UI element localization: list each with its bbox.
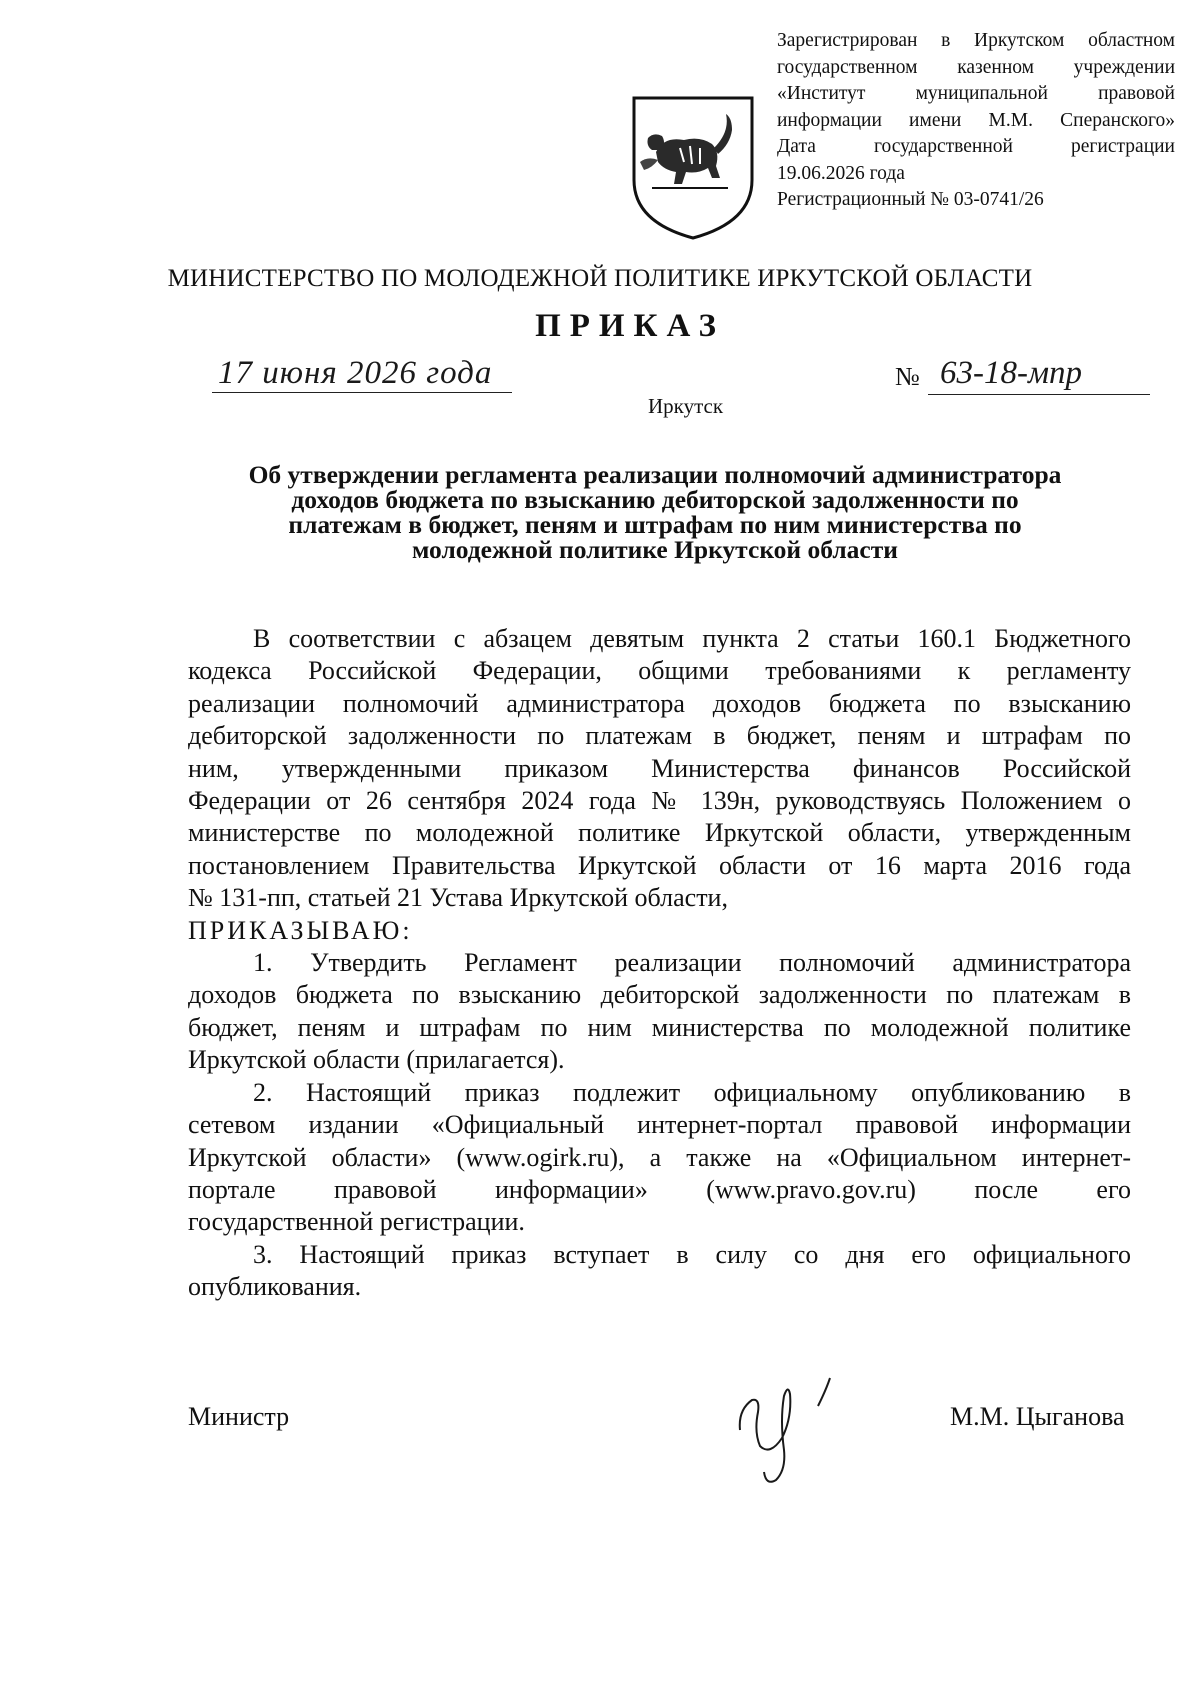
ministry-name: МИНИСТЕРСТВО ПО МОЛОДЕЖНОЙ ПОЛИТИКЕ ИРКУТСКОЙ ОБЛАСТИ bbox=[167, 265, 1033, 292]
item-2-line: 2. Настоящий приказ подлежит официальному опубликованию в bbox=[253, 1077, 1131, 1107]
item-1-line: доходов бюджета по взысканию дебиторской задолженности по платежам в bbox=[188, 980, 1131, 1010]
item-1-line: Иркутской области (прилагается). bbox=[188, 1045, 565, 1075]
item-1-line: бюджет, пеням и штрафам по ним министерства по молодежной политике bbox=[188, 1012, 1131, 1042]
registration-date: 19.06.2026 года bbox=[777, 162, 905, 184]
item-3-line: опубликования. bbox=[188, 1272, 362, 1302]
number-underline bbox=[928, 394, 1150, 395]
preamble-line: № 131-пп, статьей 21 Устава Иркутской области, bbox=[188, 883, 728, 913]
preamble-line: постановлением Правительства Иркутской области от 16 марта 2016 года bbox=[188, 850, 1131, 880]
preamble-line: министерстве по молодежной политике Иркутской области, утвержденным bbox=[188, 818, 1131, 848]
irkutsk-coat-of-arms-icon bbox=[628, 92, 758, 242]
preamble-line: кодекса Российской Федерации, общими требованиями к регламенту bbox=[188, 656, 1131, 686]
item-2-line: сетевом издании «Официальный интернет-портал правовой информации bbox=[188, 1110, 1131, 1140]
registration-stamp bbox=[777, 28, 1175, 214]
handwritten-number: 63-18-мпр bbox=[940, 355, 1083, 391]
item-2-line: государственной регистрации. bbox=[188, 1207, 525, 1237]
title-line: молодежной политике Иркутской области bbox=[412, 535, 898, 564]
document-type: ПРИКАЗ bbox=[535, 308, 725, 344]
preamble-line: Федерации от 26 сентября 2024 года № 139н, руководствуясь Положением о bbox=[188, 786, 1131, 816]
item-2-line: Иркутской области» (www.ogirk.ru), а также на «Официальном интернет- bbox=[188, 1142, 1131, 1172]
item-1-line: 1. Утвердить Регламент реализации полномочий администратора bbox=[253, 948, 1131, 978]
preamble-line: В соответствии с абзацем девятым пункта 2 статьи 160.1 Бюджетного bbox=[253, 624, 1131, 653]
registration-line: Зарегистрирован в Иркутском областном bbox=[777, 30, 1175, 51]
registration-number: Регистрационный № 03-0741/26 bbox=[777, 189, 1044, 210]
registration-line: информации имени М.М. Сперанского» bbox=[777, 109, 1175, 131]
title-line: платежам в бюджет, пеням и штрафам по ним министерства по bbox=[288, 510, 1022, 539]
document-title bbox=[190, 462, 1120, 562]
signatory-position: Министр bbox=[188, 1402, 290, 1431]
document-body bbox=[188, 623, 1131, 1304]
order-word: ПРИКАЗЫВАЮ: bbox=[188, 915, 413, 945]
handwritten-date: 17 июня 2026 года bbox=[218, 355, 493, 391]
signatory-name: М.М. Цыганова bbox=[950, 1402, 1125, 1431]
item-2-line: портале правовой информации» (www.pravo.gov.ru) после его bbox=[188, 1174, 1131, 1204]
registration-line: Дата государственной регистрации bbox=[777, 136, 1175, 157]
preamble-line: реализации полномочий администратора доходов бюджета по взысканию bbox=[188, 688, 1131, 718]
date-underline bbox=[212, 392, 512, 393]
preamble-line: дебиторской задолженности по платежам в бюджет, пеням и штрафам по bbox=[188, 721, 1131, 751]
city: Иркутск bbox=[648, 394, 724, 418]
title-line: доходов бюджета по взысканию дебиторской задолженности по bbox=[291, 485, 1019, 514]
number-label: № bbox=[895, 362, 920, 391]
handwritten-signature-icon bbox=[730, 1360, 880, 1490]
preamble-line: ним, утвержденными приказом Министерства финансов Российской bbox=[188, 753, 1131, 783]
item-3-line: 3. Настоящий приказ вступает в силу со дня его официального bbox=[253, 1239, 1131, 1269]
title-line: Об утверждении регламента реализации полномочий администратора bbox=[248, 460, 1062, 489]
registration-line: «Институт муниципальной правовой bbox=[777, 83, 1175, 104]
registration-line: государственном казенном учреждении bbox=[777, 56, 1175, 78]
